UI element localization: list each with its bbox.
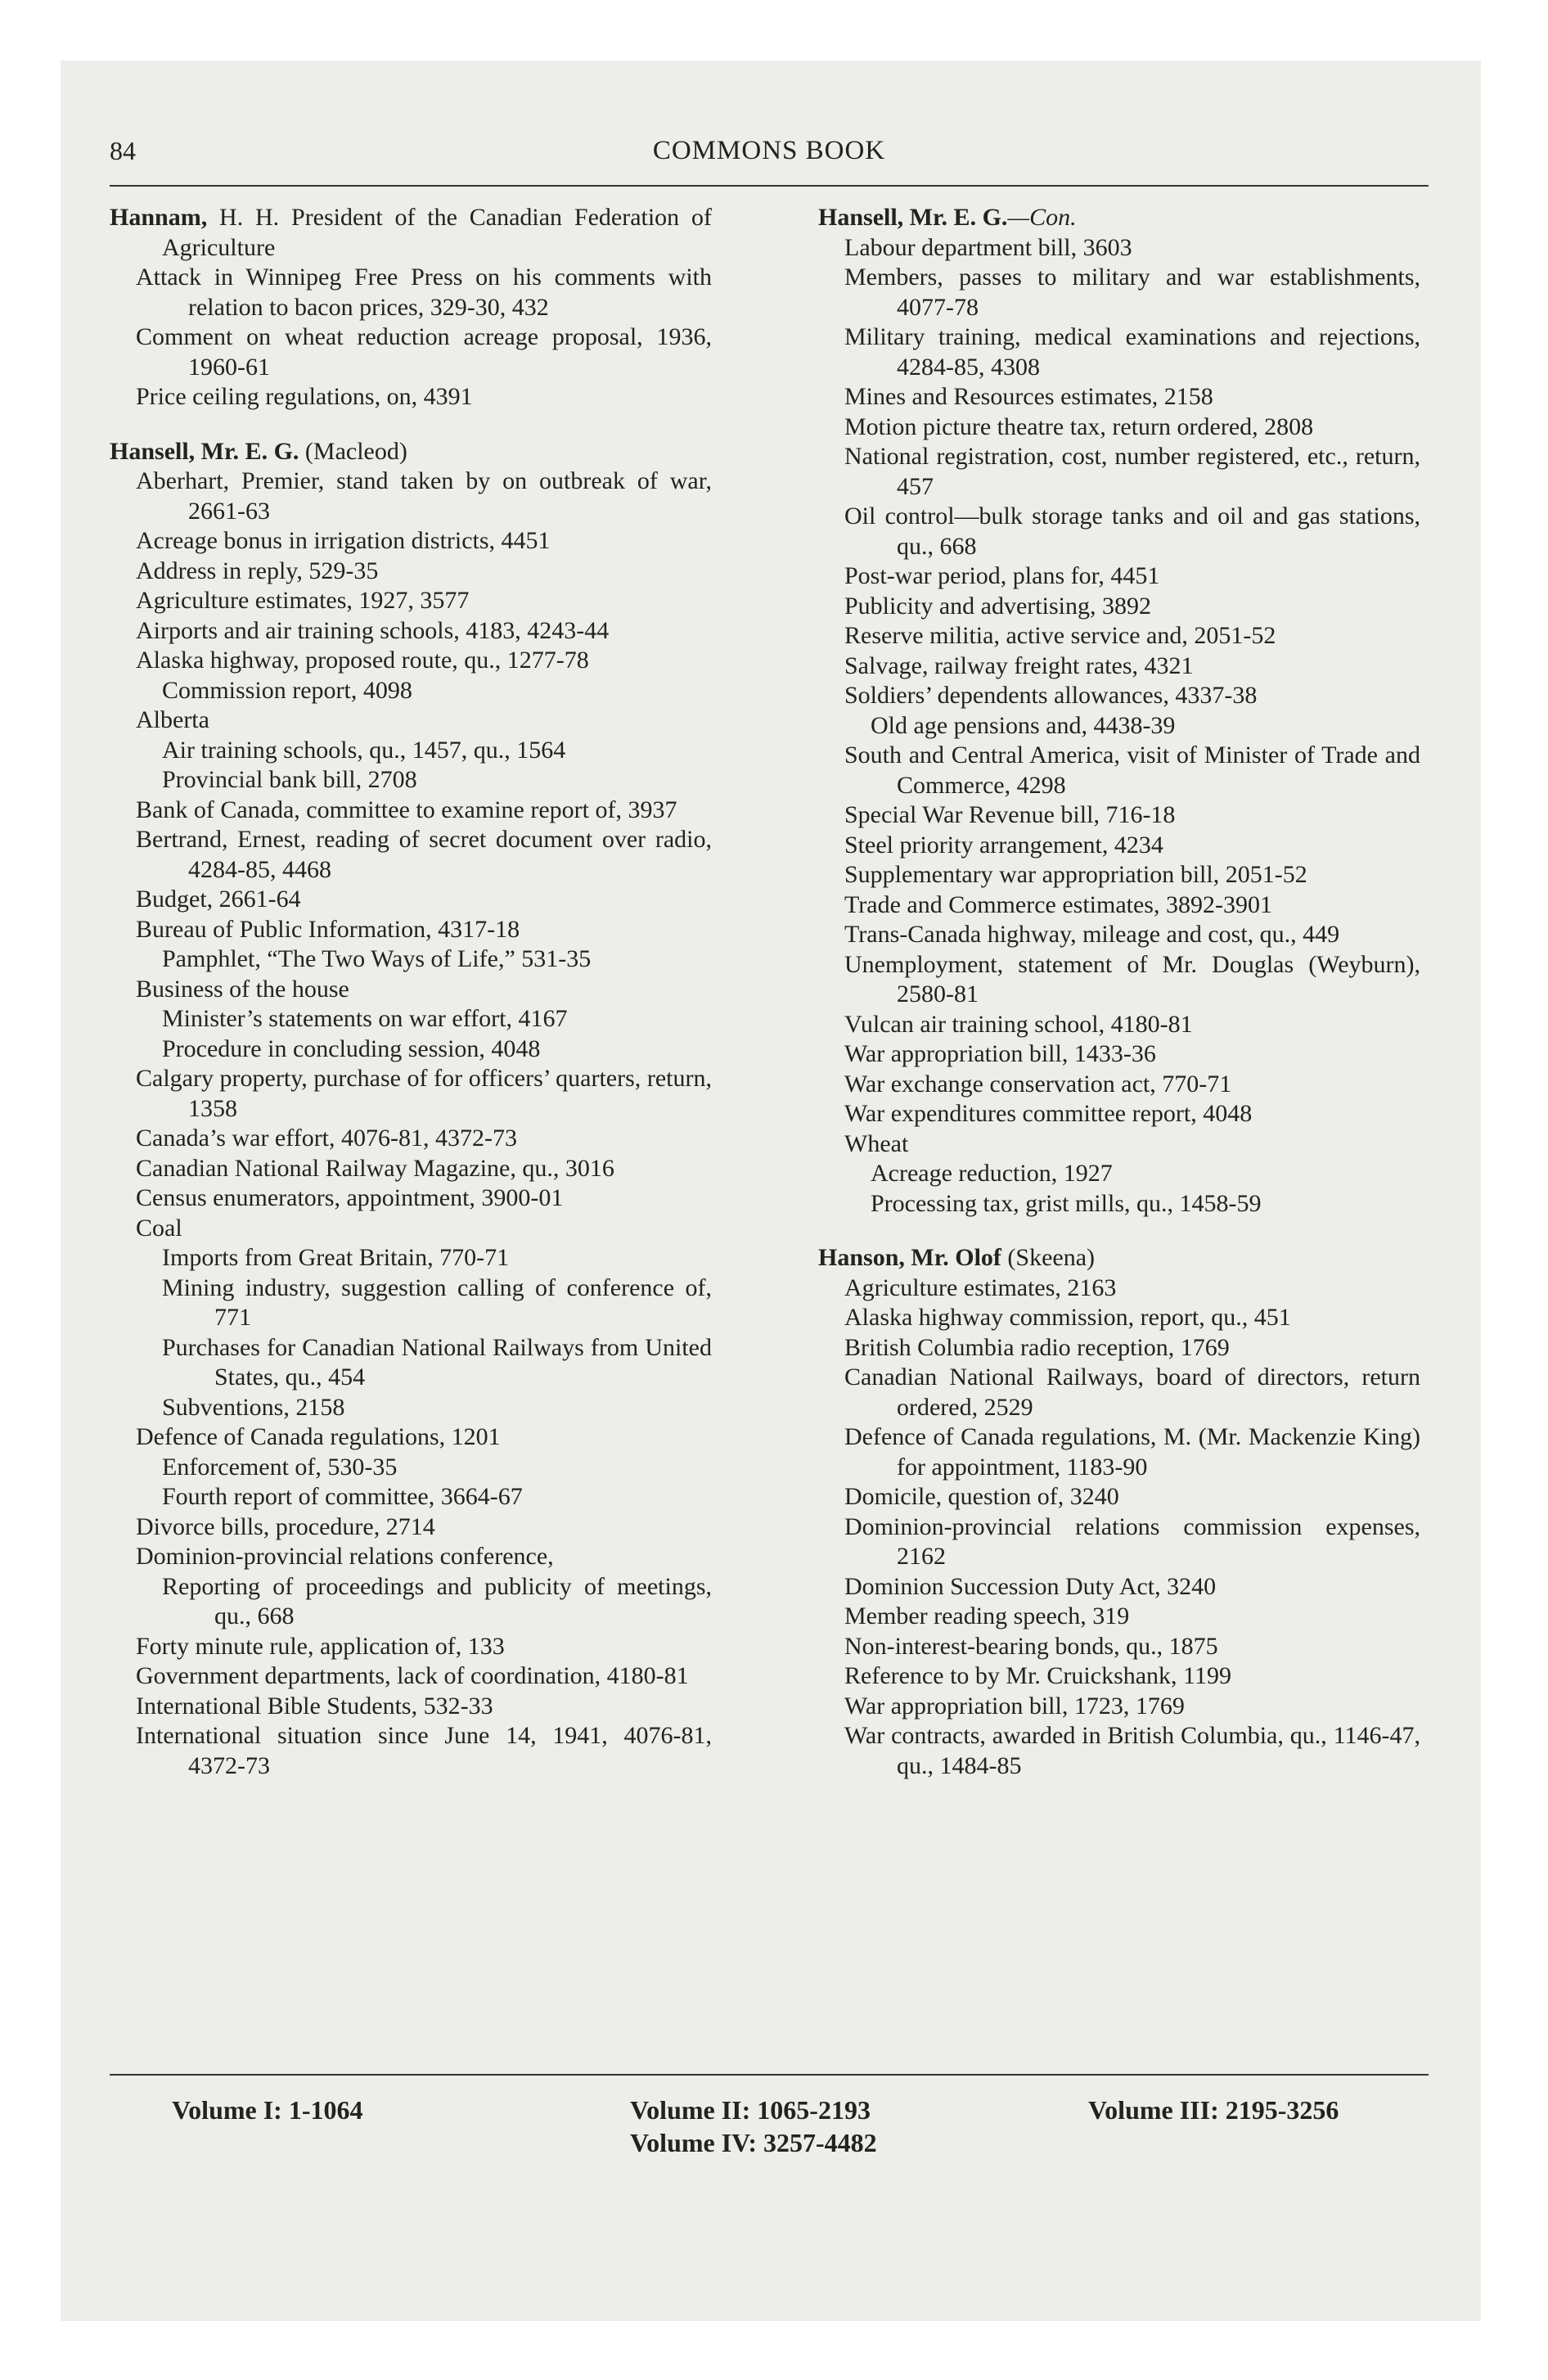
index-subentry: Procedure in concluding session, 4048 (162, 1034, 541, 1062)
index-item: Government departments, lack of coordination, 4180-81 (136, 1662, 689, 1689)
volume-1-range: Volume I: 1-1064 (172, 2095, 363, 2125)
index-item: Member reading speech, 319 (844, 1602, 1130, 1629)
index-item: Trans-Canada highway, mileage and cost, qu., 449 (844, 921, 1340, 948)
index-subentry: Commission report, 4098 (162, 676, 412, 704)
index-item: Address in reply, 529-35 (136, 557, 379, 584)
index-subentry: Acreage reduction, 1927 (871, 1160, 1113, 1187)
index-item: Agriculture estimates, 1927, 3577 (136, 587, 470, 614)
index-subentry: Old age pensions and, 4438-39 (871, 711, 1176, 739)
index-item: Motion picture theatre tax, return ordered, 2808 (844, 412, 1314, 440)
entry-heading (818, 203, 1420, 233)
index-subentry: Minister’s statements on war effort, 4167 (162, 1005, 568, 1032)
index-item: Canada’s war effort, 4076-81, 4372-73 (136, 1125, 517, 1152)
index-item: International situation since June 14, 1941, 4076-81, 4372-73 (136, 1722, 712, 1779)
index-item: International Bible Students, 532-33 (136, 1692, 493, 1720)
page-header (110, 136, 1429, 177)
index-entry (110, 437, 712, 1782)
index-item: Mines and Resources estimates, 2158 (844, 383, 1213, 410)
member-name: Hansell, Mr. E. G. (110, 437, 299, 465)
index-item: Supplementary war appropriation bill, 2051-52 (844, 861, 1307, 888)
index-item: Census enumerators, appointment, 3900-01 (136, 1184, 564, 1211)
entry-heading (110, 203, 712, 263)
index-subentry: Reporting of proceedings and publicity of meetings, qu., 668 (162, 1572, 712, 1629)
index-item: War appropriation bill, 1723, 1769 (844, 1692, 1185, 1720)
right-column (818, 203, 1420, 1781)
index-item: Coal (136, 1214, 182, 1242)
entry-heading (818, 1243, 1420, 1273)
index-subentry: Imports from Great Britain, 770-71 (162, 1244, 510, 1271)
member-name: Hanson, Mr. Olof (818, 1244, 1001, 1271)
header-rule (110, 185, 1429, 187)
index-item: Dominion-provincial relations commission expenses, 2162 (844, 1512, 1420, 1570)
index-item: Bertrand, Ernest, reading of secret document over radio, 4284-85, 4468 (136, 826, 712, 883)
index-subentry: Air training schools, qu., 1457, qu., 1564 (162, 736, 566, 764)
index-item: Price ceiling regulations, on, 4391 (136, 383, 473, 410)
footer-rule (110, 2074, 1429, 2076)
index-item: Bureau of Public Information, 4317-18 (136, 915, 520, 943)
index-item: War appropriation bill, 1433-36 (844, 1040, 1156, 1067)
index-subentry: Fourth report of committee, 3664-67 (162, 1483, 523, 1510)
index-item: Salvage, railway freight rates, 4321 (844, 651, 1194, 679)
volume-3-range: Volume III: 2195-3256 (1088, 2095, 1339, 2125)
index-item: Domicile, question of, 3240 (844, 1483, 1119, 1510)
index-subentry: Mining industry, suggestion calling of conference of, 771 (162, 1273, 712, 1331)
index-subentry: Pamphlet, “The Two Ways of Life,” 531-35 (162, 945, 592, 972)
entry-qualifier: —Con. (1007, 204, 1077, 231)
index-item: Dominion Succession Duty Act, 3240 (844, 1572, 1217, 1600)
index-item: Agriculture estimates, 2163 (844, 1273, 1117, 1301)
index-item: Attack in Winnipeg Free Press on his comments with relation to bacon prices, 329-30, 432 (136, 264, 712, 321)
index-item: Business of the house (136, 975, 349, 1003)
index-item: National registration, cost, number registered, etc., return, 457 (844, 443, 1420, 500)
index-item: War expenditures committee report, 4048 (844, 1100, 1253, 1127)
volume-2-range: Volume II: 1065-2193 (630, 2095, 871, 2125)
entry-qualifier: (Macleod) (299, 437, 407, 465)
index-subentry: Enforcement of, 530-35 (162, 1453, 398, 1481)
index-item: Canadian National Railway Magazine, qu., 3016 (136, 1154, 614, 1182)
index-item: South and Central America, visit of Minister of Trade and Commerce, 4298 (844, 741, 1420, 799)
index-item: Wheat (844, 1129, 909, 1157)
index-item: Publicity and advertising, 3892 (844, 592, 1151, 620)
index-item: Vulcan air training school, 4180-81 (844, 1010, 1193, 1038)
index-item: Post-war period, plans for, 4451 (844, 562, 1160, 589)
index-entry (818, 1243, 1420, 1781)
entry-qualifier: H. H. President of the Canadian Federation of Agriculture (162, 204, 712, 261)
index-item: Defence of Canada regulations, 1201 (136, 1423, 501, 1450)
index-item: Military training, medical examinations and rejections, 4284-85, 4308 (844, 323, 1420, 381)
index-item: Reference to by Mr. Cruickshank, 1199 (844, 1662, 1231, 1689)
index-item: War contracts, awarded in British Columbia, qu., 1146-47, qu., 1484-85 (844, 1722, 1420, 1779)
volume-footer (110, 2095, 1429, 2169)
index-item: Alaska highway commission, report, qu., 451 (844, 1304, 1291, 1331)
index-item: Forty minute rule, application of, 133 (136, 1632, 505, 1660)
index-item: Bank of Canada, committee to examine report of, 3937 (136, 796, 677, 823)
member-name: Hannam, (110, 204, 208, 231)
volume-4-range: Volume IV: 3257-4482 (630, 2128, 877, 2157)
index-item: British Columbia radio reception, 1769 (844, 1333, 1230, 1361)
index-item: Alaska highway, proposed route, qu., 1277-78 (136, 647, 589, 674)
index-item: Calgary property, purchase of for officers’ quarters, return, 1358 (136, 1065, 712, 1122)
left-column (110, 203, 712, 1781)
index-item: Oil control—bulk storage tanks and oil and gas stations, qu., 668 (844, 503, 1420, 560)
index-item: Non-interest-bearing bonds, qu., 1875 (844, 1632, 1218, 1660)
index-item: Dominion-provincial relations conference, (136, 1543, 554, 1570)
running-title: COMMONS BOOK (652, 136, 886, 165)
index-item: Budget, 2661-64 (136, 886, 301, 913)
page-number: 84 (110, 136, 136, 165)
index-item: Labour department bill, 3603 (844, 233, 1132, 261)
member-name: Hansell, Mr. E. G. (818, 204, 1008, 231)
index-item: Acreage bonus in irrigation districts, 4451 (136, 527, 551, 554)
index-subentry: Subventions, 2158 (162, 1393, 345, 1421)
index-item: Members, passes to military and war establishments, 4077-78 (844, 264, 1420, 321)
index-item: Reserve militia, active service and, 2051-52 (844, 622, 1276, 649)
index-item: Unemployment, statement of Mr. Douglas (Weyburn), 2580-81 (844, 950, 1420, 1007)
index-item: Special War Revenue bill, 716-18 (844, 801, 1176, 828)
index-item: Canadian National Railways, board of directors, return ordered, 2529 (844, 1364, 1420, 1421)
index-item: War exchange conservation act, 770-71 (844, 1070, 1232, 1098)
index-item: Airports and air training schools, 4183, 4243-44 (136, 616, 610, 644)
index-item: Aberhart, Premier, stand taken by on outbreak of war, 2661-63 (136, 467, 712, 525)
index-subentry: Provincial bank bill, 2708 (162, 766, 417, 793)
index-item: Alberta (136, 706, 209, 733)
index-entry (110, 203, 712, 412)
entry-heading (110, 437, 712, 467)
index-item: Trade and Commerce estimates, 3892-3901 (844, 890, 1272, 918)
index-subentry: Purchases for Canadian National Railways from United States, qu., 454 (162, 1333, 712, 1391)
index-item: Soldiers’ dependents allowances, 4337-38 (844, 682, 1258, 709)
index-item: Steel priority arrangement, 4234 (844, 831, 1163, 859)
entry-qualifier: (Skeena) (1001, 1244, 1096, 1271)
index-subentry: Processing tax, grist mills, qu., 1458-59 (871, 1189, 1262, 1217)
index-entry (818, 203, 1420, 1219)
index-item: Divorce bills, procedure, 2714 (136, 1512, 435, 1540)
index-item: Comment on wheat reduction acreage proposal, 1936, 1960-61 (136, 323, 712, 381)
index-item: Defence of Canada regulations, M. (Mr. Mackenzie King) for appointment, 1183-90 (844, 1423, 1420, 1481)
